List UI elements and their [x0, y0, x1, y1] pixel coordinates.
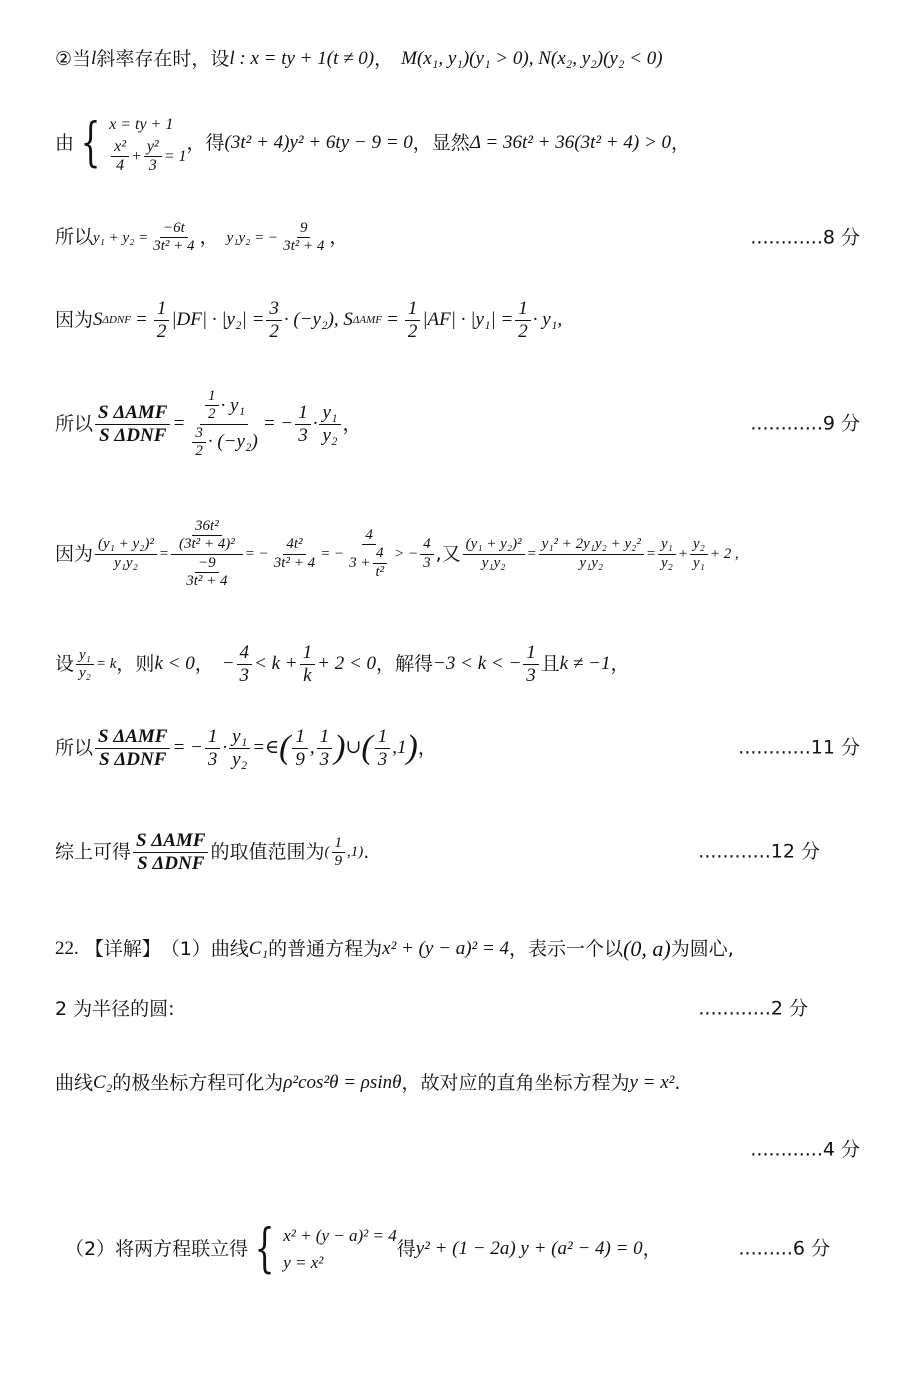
- fraction-denominator: 2: [269, 320, 279, 342]
- text-segment: ，: [671, 132, 691, 155]
- math-expression: k ≠ −1: [559, 652, 611, 674]
- operator: =: [172, 412, 186, 434]
- math-expression: y² + (1 − 2a) y + (a² − 4) = 0: [415, 1237, 643, 1259]
- operator: = −: [172, 736, 203, 758]
- text-segment: 所以: [55, 736, 94, 759]
- math-expression: + 2 ,: [709, 546, 739, 562]
- fraction-numerator: 1: [515, 298, 531, 321]
- fraction-denominator: 3: [423, 554, 431, 571]
- operator: =: [385, 308, 399, 330]
- math-expression: |DF| · |y₂| =: [171, 308, 265, 330]
- fraction-numerator: y₁: [658, 536, 676, 554]
- fraction-numerator: −6t: [160, 220, 188, 238]
- solution-line-12: [55, 1072, 860, 1095]
- solution-line-9: [55, 830, 860, 875]
- fraction-denominator: (3t² + 4)²: [179, 536, 235, 553]
- fraction-numerator: 1: [300, 642, 316, 665]
- fraction-denominator: 3t² + 4: [186, 572, 228, 589]
- system-row: y = x²: [283, 1253, 324, 1273]
- text-segment: .: [363, 840, 370, 863]
- operator: ·: [312, 412, 318, 434]
- text-segment: ，: [199, 226, 219, 249]
- text-segment: ，: [329, 226, 349, 249]
- score-marker: ............8 分: [750, 226, 860, 249]
- fraction-denominator: S ΔDNF: [99, 424, 167, 446]
- math-expression: −3 < k < −: [433, 652, 522, 674]
- fraction-denominator: y₁y₂: [579, 554, 604, 571]
- text-segment: 因为: [55, 542, 94, 565]
- text-segment: 所以: [55, 412, 94, 435]
- fraction-denominator: y₂: [661, 554, 673, 571]
- fraction-denominator: 3: [377, 748, 388, 770]
- fraction-numerator: 1: [154, 298, 170, 321]
- text-segment: ，: [417, 736, 437, 759]
- text-segment: ，: [374, 48, 394, 70]
- text-segment: ，显然: [412, 132, 470, 155]
- math-subscript: ΔAMF: [352, 313, 382, 326]
- operator: > −: [394, 546, 419, 562]
- fraction-denominator: y₂: [322, 424, 338, 446]
- text-segment: ，故对应的直角坐标方程为: [401, 1072, 630, 1094]
- text-segment: 综上可得: [55, 840, 132, 863]
- fraction-numerator: 4: [420, 536, 434, 554]
- fraction-numerator: 4: [362, 527, 376, 545]
- text-segment: ，: [610, 652, 630, 675]
- fraction-numerator: 4: [237, 642, 253, 665]
- operator: ∪: [345, 736, 362, 758]
- fraction-denominator: 3: [298, 424, 308, 446]
- fraction-numerator: 1: [332, 835, 346, 853]
- math-expression: (3t² + 4)y² + 6ty − 9 = 0: [224, 132, 413, 154]
- math-subscript: ΔDNF: [102, 313, 131, 326]
- math-expression: ρ²cos²θ = ρsinθ: [283, 1072, 402, 1093]
- text-segment: 的普通方程为: [268, 937, 383, 960]
- text-segment: 设: [55, 652, 75, 675]
- fraction-denominator: 2: [195, 442, 203, 459]
- text-segment: 所以: [55, 226, 94, 249]
- operator: =: [158, 546, 169, 562]
- system-row: [109, 138, 186, 176]
- text-segment: 得: [396, 1237, 416, 1260]
- operator: = 1: [163, 147, 187, 165]
- solution-line-5: [55, 388, 860, 460]
- fraction-numerator: S ΔAMF: [133, 830, 208, 853]
- text-segment: ②当: [55, 48, 92, 70]
- fraction-denominator: 9: [295, 748, 305, 770]
- math-expression: ,1): [347, 844, 364, 861]
- fraction-denominator: 2: [518, 320, 528, 342]
- score-marker: ............4 分: [750, 1138, 860, 1161]
- math-var: l: [91, 48, 97, 69]
- text-segment: 曲线: [55, 1072, 94, 1094]
- solution-line-14: [65, 1218, 860, 1280]
- fraction-denominator: S ΔDNF: [137, 852, 205, 874]
- math-expression: k < 0: [154, 652, 195, 674]
- fraction-denominator: 2: [208, 406, 216, 423]
- fraction-numerator: y₂: [690, 536, 708, 554]
- operator: = −: [262, 412, 294, 434]
- solution-line-8: 所以 $\frac{\text{S ΔAMF}}{\text{S ΔDNF}}$ = − $\frac{1}{3}$ · $\frac{\text{y₁}}{\text{y₂}}$ =∈ ( $\frac{1}{9}$ , $\frac{1}{3}$ ) ∪ ( $\frac{1}{3}$ ,1 ) ， ............11 分: [55, 726, 860, 770]
- operator: ·: [222, 736, 228, 758]
- fraction-numerator: y₁: [229, 726, 250, 749]
- fraction-numerator: 4t²: [283, 536, 305, 554]
- solution-line-1: [55, 48, 860, 71]
- fraction-denominator: 3: [207, 748, 218, 770]
- solution-line-2: [55, 112, 860, 175]
- fraction-numerator: 1: [292, 726, 308, 749]
- fraction-numerator: 1: [317, 726, 333, 749]
- fraction-denominator: 3t² + 4: [283, 238, 325, 255]
- system-row: x² + (y − a)² = 4: [283, 1226, 397, 1245]
- math-expression: y = x²: [629, 1072, 675, 1093]
- text-segment: 且: [540, 652, 560, 675]
- score-marker: ............11 分: [738, 736, 860, 759]
- operator: (: [324, 844, 330, 861]
- fraction-denominator: 9: [334, 852, 342, 869]
- text-segment: 因为: [55, 308, 94, 331]
- text-segment: ，: [342, 412, 362, 435]
- section-tag: 【详解】: [84, 937, 161, 960]
- math-expression: 3 +: [349, 554, 371, 571]
- fraction-numerator: S ΔAMF: [95, 726, 170, 749]
- math-expression: x² + (y − a)² = 4: [382, 937, 510, 959]
- fraction-numerator: 1: [523, 642, 539, 665]
- fraction-numerator: 1: [205, 726, 221, 749]
- math-expression: · y₁: [220, 394, 246, 416]
- fraction-denominator: y₁y₂: [481, 554, 506, 571]
- fraction-numerator: y₁: [76, 647, 94, 665]
- math-expression: l : x = ty + 1(t ≠ 0): [229, 48, 375, 69]
- fraction-numerator: (y₁ + y₂)²: [95, 536, 157, 554]
- text-segment: 为圆心,: [670, 937, 734, 960]
- fraction-numerator: y₁² + 2y₁y₂ + y₂²: [539, 536, 644, 554]
- text-segment: ，表示一个以: [509, 937, 624, 960]
- text-segment: 的取值范围为: [210, 840, 325, 863]
- fraction-denominator: k: [303, 664, 312, 686]
- fraction-denominator: 3: [148, 156, 157, 174]
- brace-symbol: {: [80, 113, 101, 174]
- text-segment: .: [674, 1072, 681, 1094]
- fraction-numerator: 3: [192, 425, 206, 443]
- fraction-numerator: 1: [295, 402, 311, 425]
- math-expression: + 2 < 0: [317, 652, 377, 674]
- math-expression: (0, a): [623, 936, 671, 961]
- text-segment: ，解得: [376, 652, 434, 675]
- fraction-denominator: y₂: [232, 748, 248, 770]
- score-marker: ............2 分: [698, 997, 808, 1020]
- fraction-numerator: 36t²: [192, 518, 222, 536]
- equation-system: [74, 112, 187, 175]
- fraction-numerator: 3: [266, 298, 282, 321]
- fraction-numerator: y²: [144, 138, 162, 157]
- text-segment: ，: [194, 652, 214, 675]
- fraction-denominator: 2: [407, 320, 418, 342]
- text-segment: ，: [642, 1237, 662, 1260]
- math-expression: < k +: [254, 652, 298, 674]
- math-expression: y₁y₂ = −: [226, 229, 279, 246]
- text-segment: ，则: [116, 652, 155, 675]
- fraction-denominator: 4: [116, 156, 125, 174]
- fraction-denominator: 3: [319, 748, 330, 770]
- math-expression: M(x₁, y₁)(y₁ > 0), N(x₂, y₂)(y₂ < 0): [401, 48, 663, 69]
- text-segment: （1）曲线: [160, 937, 249, 960]
- operator: =∈: [252, 736, 280, 758]
- fraction-denominator: y₁: [693, 554, 705, 571]
- solution-line-6: [55, 518, 860, 590]
- solution-line-10: [55, 936, 860, 962]
- fraction-denominator: t²: [375, 563, 385, 580]
- fraction-numerator: x²: [111, 138, 129, 157]
- fraction-numerator: −9: [195, 555, 219, 573]
- fraction-numerator: 4: [373, 545, 387, 563]
- fraction-denominator: y₁y₂: [114, 554, 138, 571]
- solution-line-7: [55, 642, 860, 687]
- math-expression: · (−y₂), S: [283, 308, 353, 330]
- fraction-denominator: 2: [156, 320, 167, 342]
- math-expression: y₁ + y₂ =: [93, 229, 149, 246]
- text-segment: 的极坐标方程可化为: [112, 1072, 284, 1094]
- fraction-numerator: S ΔAMF: [95, 402, 170, 425]
- fraction-denominator: 3: [239, 664, 250, 686]
- math-expression: |AF| · |y₁| =: [422, 308, 514, 330]
- equation-system: [248, 1218, 397, 1280]
- score-marker: ............9 分: [750, 412, 860, 435]
- fraction-numerator: 9: [297, 220, 311, 238]
- fraction-numerator: 1: [205, 388, 219, 406]
- operator: = −: [244, 546, 269, 562]
- math-var: C₁: [248, 937, 269, 959]
- system-row: x = ty + 1: [109, 116, 174, 133]
- math-expression: = k: [95, 656, 117, 673]
- operator: =: [134, 308, 148, 330]
- operator: =: [526, 546, 537, 562]
- score-marker: .........6 分: [738, 1237, 830, 1260]
- fraction-numerator: (y₁ + y₂)²: [463, 536, 525, 554]
- operator: +: [131, 147, 142, 165]
- fraction-numerator: 1: [375, 726, 391, 749]
- text-segment: ，得: [186, 132, 225, 155]
- compound-fraction: [187, 388, 261, 460]
- fraction-denominator: 3t² + 4: [273, 554, 316, 571]
- score-marker: ............12 分: [698, 840, 820, 863]
- operator: = −: [320, 546, 345, 562]
- text-segment: 由: [55, 132, 75, 155]
- solution-line-3: [55, 220, 860, 256]
- text-segment: ,又: [435, 542, 461, 565]
- brace-symbol: {: [254, 1219, 275, 1279]
- math-var: C₂: [93, 1072, 113, 1093]
- math-expression: Δ = 36t² + 36(3t² + 4) > 0: [469, 132, 672, 154]
- compound-fraction: [171, 518, 243, 590]
- math-expression: · (−y₂): [207, 431, 258, 453]
- fraction-denominator: 3: [526, 664, 536, 686]
- solution-line-11: [55, 998, 860, 1021]
- question-number: 22.: [55, 937, 79, 959]
- fraction-denominator: S ΔDNF: [99, 748, 167, 770]
- math-expression: ,1: [392, 736, 407, 758]
- fraction-denominator: 3t² + 4: [153, 238, 195, 255]
- fraction-numerator: y₁: [319, 402, 340, 425]
- math-var: S: [93, 308, 103, 330]
- text-segment: 斜率存在时，设: [96, 48, 230, 70]
- solution-line-4: [55, 298, 860, 343]
- compound-fraction: [346, 527, 392, 581]
- fraction-denominator: y₂: [79, 664, 91, 681]
- text-segment: （2）将两方程联立得: [65, 1237, 249, 1260]
- math-expression: · y₁,: [532, 308, 563, 330]
- fraction-numerator: 1: [405, 298, 421, 321]
- operator: =: [645, 546, 657, 562]
- text-segment: 2 为半径的圆:: [55, 998, 175, 1020]
- operator: +: [677, 546, 689, 562]
- operator: −: [221, 652, 235, 674]
